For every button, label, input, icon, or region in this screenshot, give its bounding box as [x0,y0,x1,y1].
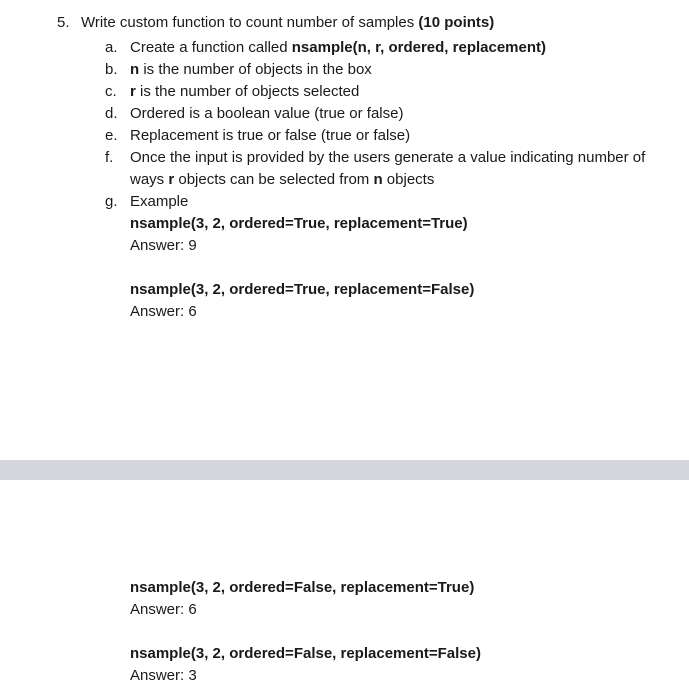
example-2-answer: Answer: 6 [130,303,197,320]
item-text: is the number of objects in the box [139,61,372,78]
question-text: Write custom function to count number of samples [81,14,419,31]
page-break-divider [0,460,689,480]
param-r: r [130,83,136,100]
question-heading [57,12,494,34]
item-text: objects [382,171,435,188]
item-text: objects can be selected from [174,171,374,188]
example-1-answer: Answer: 9 [130,237,197,254]
list-item-e [105,125,410,147]
example-3-call [130,577,474,599]
list-item-b [105,59,372,81]
item-text: Ordered is a boolean value (true or false) [130,105,404,122]
question-number: 5. [57,14,70,31]
list-marker: a. [105,39,118,56]
item-text: ways [130,171,169,188]
list-item-f [105,147,645,169]
list-marker: c. [105,83,117,100]
example-4-answer: Answer: 3 [130,667,197,684]
example-call-text: nsample(3, 2, ordered=True, replacement=False) [130,281,475,298]
param-n: n [130,61,140,78]
item-text: Example [130,193,189,210]
example-call-text: nsample(3, 2, ordered=True, replacement=True) [130,215,468,232]
list-marker: b. [105,61,118,78]
list-item-a [105,37,546,59]
example-call-text: nsample(3, 2, ordered=False, replacement=True) [130,579,475,596]
list-marker: g. [105,193,118,210]
example-4-call [130,643,481,665]
example-3-answer: Answer: 6 [130,601,197,618]
list-item-d [105,103,403,125]
example-1-call [130,213,468,235]
question-points: (10 points) [418,14,495,31]
list-marker: e. [105,127,118,144]
item-text: is the number of objects selected [135,83,360,100]
list-item-g [105,191,188,213]
item-text: Once the input is provided by the users generate a value indicating number of [130,149,646,166]
example-2-call [130,279,474,301]
list-item-c [105,81,359,103]
param-n: n [373,171,383,188]
item-text: Replacement is true or false (true or false) [130,127,411,144]
list-item-f-continuation [130,169,434,191]
example-call-text: nsample(3, 2, ordered=False, replacement=False) [130,645,481,662]
list-marker: f. [105,149,114,166]
item-text: Create a function called [130,39,292,56]
param-r: r [168,171,175,188]
function-signature: nsample(n, r, ordered, replacement) [291,39,547,56]
list-marker: d. [105,105,118,122]
